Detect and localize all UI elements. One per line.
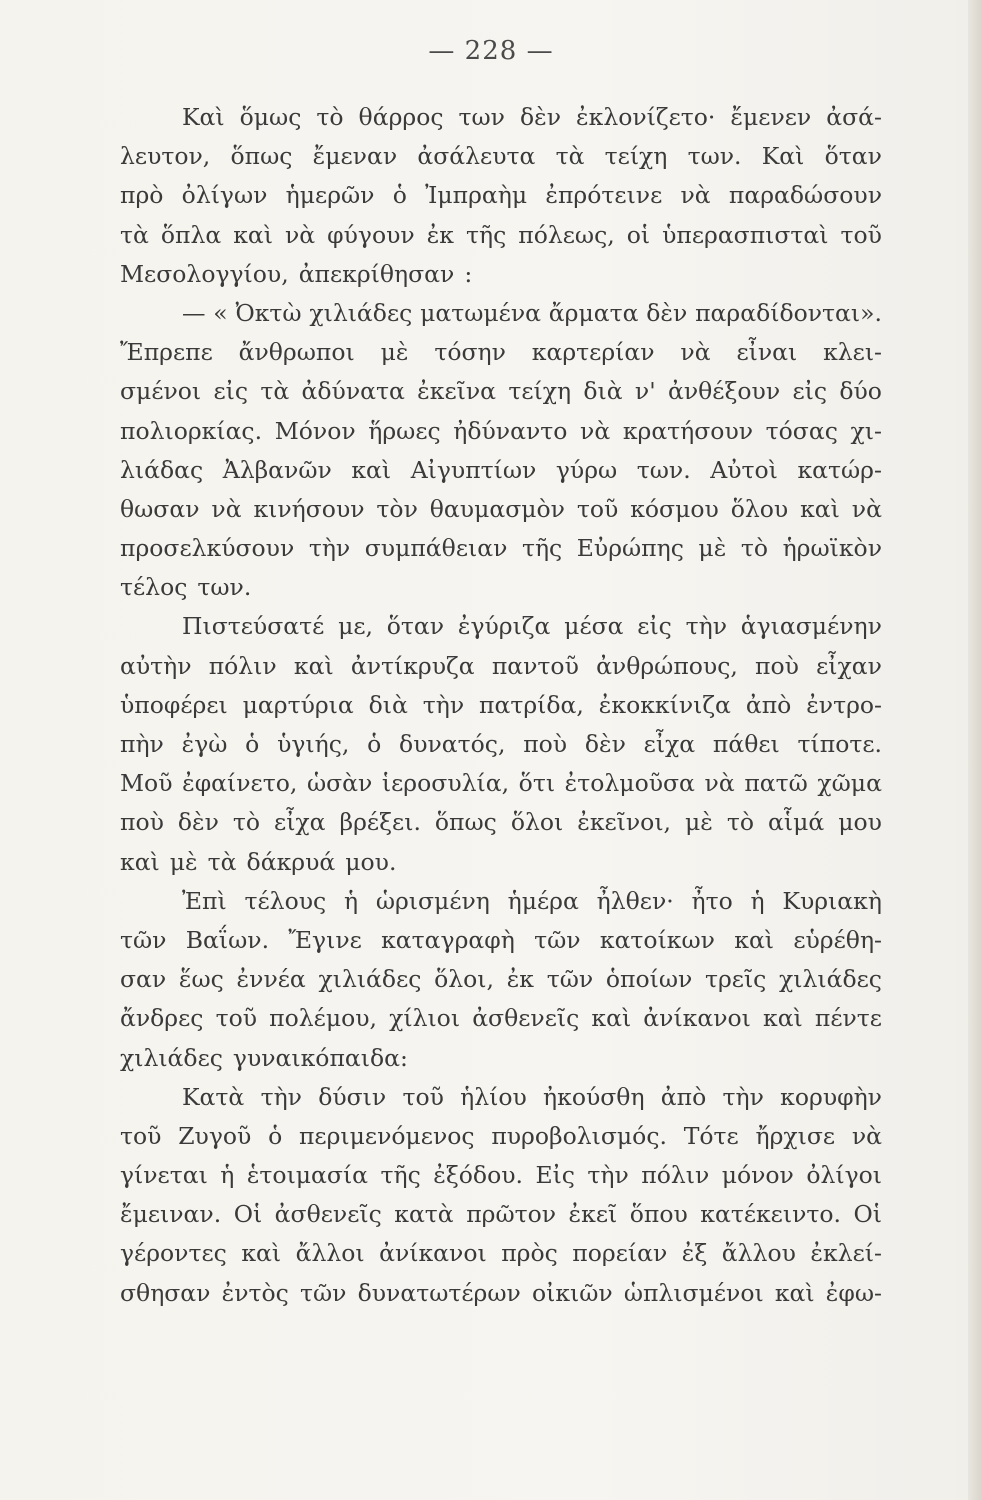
word: κατέκειντο. [700, 1200, 841, 1229]
word: πολέμου, [269, 1004, 377, 1033]
word: Αἰγυπτίων [410, 455, 537, 484]
word: νὰ [211, 494, 242, 523]
word: των. [636, 455, 691, 484]
word: πατρίδα, [479, 690, 584, 719]
page-binding-edge [968, 0, 982, 1500]
word: νὰ [285, 220, 316, 249]
word: τόσην [434, 338, 506, 367]
word: ὁ [367, 730, 382, 758]
word: Εὐρώπης [576, 534, 684, 563]
word: τῶν [534, 925, 581, 954]
word: ἐκλονίζετο· [576, 103, 716, 131]
word: τῶν [546, 965, 594, 994]
word: τῆς [466, 220, 507, 249]
word: ὅπως [434, 808, 497, 837]
word: διὰ [583, 377, 623, 406]
word: χιλιάδες [318, 965, 422, 994]
word: ὁ [268, 1121, 283, 1150]
word: λιάδας [120, 455, 204, 484]
word: ὀλίγων [181, 181, 268, 210]
text-line [120, 607, 882, 646]
word: σμένοι [120, 377, 202, 406]
word: ἀνθέξουν [667, 377, 781, 406]
word: ἄνθρωποι [238, 338, 355, 367]
word: τὸ [316, 103, 344, 131]
word: θαυμασμὸν [429, 494, 565, 523]
word: μαρτύρια [242, 690, 354, 719]
word: νὰ [851, 1121, 882, 1150]
word: πολιορκίας. [120, 416, 263, 445]
word: δὲν [646, 298, 688, 327]
word: ποὺ [755, 651, 799, 680]
text-line [120, 686, 882, 725]
word: ἐπρότεινε [545, 181, 663, 210]
word: κόσμου [630, 494, 719, 523]
word: μέσα [564, 612, 624, 641]
text-line [120, 1156, 882, 1195]
word: κινήσουν [253, 494, 365, 523]
word: ἀπὸ [745, 690, 792, 719]
word: νὰ [680, 338, 711, 367]
word: τῆς [521, 534, 563, 563]
word: ἱεροσυλία, [381, 769, 510, 798]
word: ἕως [178, 965, 224, 994]
word: δυνατωτέρων [357, 1278, 521, 1307]
word: τείχη [604, 142, 668, 171]
word: ὡσὰν [306, 769, 373, 798]
word: κατώρ- [797, 455, 882, 484]
text-line [120, 216, 882, 255]
word: πατῶ [744, 769, 808, 798]
word: σθησαν [120, 1278, 211, 1307]
word: ὁποίων [605, 965, 693, 994]
word: ἡ [343, 886, 359, 915]
word: θάρρος [358, 103, 444, 131]
word: πόλεως, [518, 220, 615, 249]
word: τόσας [765, 416, 838, 445]
word: Τότε [683, 1121, 739, 1150]
word: ἀνίκανοι [379, 1239, 487, 1268]
text-line [120, 647, 882, 686]
word: χι- [850, 416, 882, 445]
word: ἡ [220, 1161, 235, 1190]
word: Αὐτοὶ [710, 455, 778, 484]
word: ἄνδρες [120, 1004, 204, 1033]
word: ἀσάλευτα [417, 142, 536, 171]
word: ἀντίκρυζα [350, 651, 475, 680]
word: τὰ [120, 220, 149, 249]
word: τὰ [555, 142, 585, 171]
word: φύγουν [327, 220, 415, 249]
word: ὅταν [386, 612, 445, 641]
word: ὅλου [730, 494, 789, 523]
word: τῶν [120, 925, 167, 954]
word: περιμενόμενος [298, 1121, 475, 1150]
word: κρατήσουν [622, 416, 754, 445]
text-line [120, 1117, 882, 1156]
word: των. [197, 573, 252, 602]
word: εἰς [792, 377, 827, 406]
text-line [120, 333, 882, 372]
word: ποὺ [523, 730, 568, 758]
word: δὲν [584, 730, 626, 758]
word: ἐννέα [236, 965, 306, 994]
word: ἁγιασμένην [740, 612, 882, 641]
word: οἰκιῶν [531, 1278, 613, 1307]
word: λευτον, [120, 142, 211, 171]
word: — [182, 298, 206, 327]
word: κατὰ [394, 1200, 454, 1229]
word: δυνατός, [399, 730, 506, 758]
word: νὰ [851, 494, 882, 523]
word: νὰ [580, 416, 611, 445]
word: ἐγύριζα [457, 612, 551, 641]
word: Οἱ [233, 1200, 263, 1229]
word: ἐκ [426, 220, 454, 249]
word: τέλος [120, 573, 188, 602]
text-line [120, 568, 882, 607]
text-line [120, 725, 882, 764]
word: ἀσθενεῖς [472, 1004, 580, 1033]
word: ὡρισμένη [375, 886, 490, 915]
body-text [120, 98, 882, 1313]
word: ἄρματα [548, 298, 639, 327]
word: ἡμέρα [507, 886, 579, 915]
text-line [120, 412, 882, 451]
word: χιλιάδες [779, 965, 882, 994]
text-line [120, 1195, 882, 1234]
word: ἐκεῖνοι, [577, 808, 672, 837]
word: καταγραφὴ [381, 925, 515, 954]
word: ἤρχισε [755, 1121, 836, 1150]
word: μὲ [380, 338, 409, 367]
word: ἀνίκανοι [643, 1004, 751, 1033]
word: ἀσά- [826, 103, 882, 131]
text-line [120, 490, 882, 529]
text-line [120, 803, 882, 842]
word: πὴν [120, 730, 164, 758]
word: καὶ [120, 847, 160, 876]
word: γύρω [555, 455, 618, 484]
word: καρτερίαν [531, 338, 655, 367]
word: δάκρυά [246, 847, 336, 876]
word: ἔμεναν [312, 142, 398, 171]
word: νὰ [704, 769, 735, 798]
word: νὰ [680, 181, 711, 210]
word: γέροντες [120, 1239, 227, 1268]
word: εἶχα [643, 730, 696, 758]
word: ὅπλα [160, 220, 222, 249]
word: μὲ [169, 847, 198, 876]
word: ἦλθεν· [596, 886, 674, 915]
word: πόλιν [208, 651, 277, 680]
word: ἐφαίνετο, [182, 769, 298, 798]
text-line [120, 999, 882, 1038]
word: κορυφὴν [780, 1082, 882, 1111]
text-line [120, 1039, 882, 1078]
word: πορείαν [572, 1239, 668, 1268]
word: Ἔγινε [288, 925, 362, 954]
word: ὅλοι, [434, 965, 494, 994]
text-line [120, 294, 882, 333]
word: ὅπως [230, 142, 293, 171]
word: ἐφω- [825, 1278, 882, 1307]
word: μου. [345, 847, 397, 876]
word: Βαΐων. [185, 925, 270, 954]
word: τοῦ [215, 1004, 258, 1033]
word: γίνεται [120, 1161, 208, 1190]
word: παραδώσουν [728, 181, 882, 210]
word: ἀδύνατα [301, 377, 405, 406]
word: γυναικόπαιδα: [232, 1043, 408, 1072]
word: Κατὰ [182, 1082, 245, 1111]
text-line [120, 843, 882, 882]
word: μὲ [698, 534, 727, 563]
word: ἠδύναντο [453, 416, 568, 445]
word: « [213, 298, 228, 327]
word: τὸ [232, 808, 261, 837]
word: ὅταν [824, 142, 882, 171]
word: δύσιν [318, 1082, 387, 1111]
word: καὶ [233, 220, 274, 249]
word: ἑτοιμασία [246, 1161, 369, 1190]
word: ἦτο [691, 886, 733, 915]
word: πρὸ [120, 181, 164, 210]
word: Ζυγοῦ [178, 1121, 252, 1150]
word: εἰς [637, 612, 672, 641]
word: τὴν [260, 1082, 302, 1111]
word: Μοῦ [120, 769, 173, 798]
word: βρέξει. [339, 808, 421, 837]
word: ἔμενεν [730, 103, 812, 131]
word: ὁ [392, 181, 407, 210]
word: αἷμά [768, 808, 825, 837]
word: ἀπεκρίθησαν [298, 259, 455, 288]
word: κατοίκων [599, 925, 715, 954]
word: τρεῖς [704, 965, 767, 994]
word: καὶ [591, 1004, 632, 1033]
word: θωσαν [120, 494, 200, 523]
text-line [120, 176, 882, 215]
word: Ἰμπραὴμ [425, 181, 528, 210]
word: ἐγὼ [181, 730, 228, 758]
word: ὀλίγοι [806, 1161, 882, 1190]
word: χίλιοι [389, 1004, 461, 1033]
word: Μόνον [274, 416, 356, 445]
word: ἡ [750, 886, 765, 915]
word: ἠκούσθη [543, 1082, 645, 1111]
text-line [120, 529, 882, 568]
word: Οἱ [853, 1200, 882, 1229]
word: τὰ [207, 847, 237, 876]
word: καὶ [351, 455, 392, 484]
word: τοῦ [576, 494, 619, 523]
word: τὴν [685, 612, 727, 641]
word: ἐτολμοῦσα [564, 769, 695, 798]
text-line [120, 1078, 882, 1117]
word: ἡμερῶν [285, 181, 375, 210]
word: Εἰς [535, 1161, 575, 1190]
word: καὶ [241, 1239, 282, 1268]
word: ἐκλεί- [810, 1239, 882, 1268]
word: τοῦ [402, 1082, 444, 1111]
word: ὅμως [239, 103, 302, 131]
word: : [464, 259, 473, 288]
word: ἐκοκκίνιζα [598, 690, 731, 719]
word: προσελκύσουν [120, 534, 295, 563]
word: ὑγιής, [277, 730, 350, 758]
word: ὅπου [629, 1200, 688, 1229]
word: τοῦ [840, 220, 882, 249]
word: σαν [120, 965, 167, 994]
word: τείχη [508, 377, 572, 406]
word: χιλιάδες [309, 298, 413, 327]
word: ματωμένα [420, 298, 541, 327]
word: παραδίδονται». [695, 298, 882, 327]
word: τῶν [300, 1278, 347, 1307]
word: των. [687, 142, 742, 171]
word: κλει- [823, 338, 882, 367]
word: εἰς [213, 377, 249, 406]
word: Καὶ [761, 142, 805, 171]
word: Πιστεύσατέ [182, 612, 325, 641]
text-line [120, 255, 882, 294]
word: τίποτε. [797, 730, 882, 758]
word: ἐκεῖνα [417, 377, 497, 406]
word: ὑπερασπισταὶ [662, 220, 829, 249]
word: τέλους [244, 886, 327, 915]
word: πόλιν [641, 1161, 710, 1190]
word: Κυριακὴ [782, 886, 882, 915]
text-line [120, 1274, 882, 1313]
word: παντοῦ [491, 651, 579, 680]
text-line [120, 98, 882, 137]
word: συμπάθειαν [364, 534, 508, 563]
word: ἐκ [506, 965, 534, 994]
word: δὲν [177, 808, 219, 837]
word: εἶναι [736, 338, 798, 367]
word: διὰ [368, 690, 408, 719]
word: χῶμα [817, 769, 882, 798]
word: τὴν [308, 534, 351, 563]
word: τὴν [722, 1082, 764, 1111]
word: Μεσολογγίου, [120, 259, 289, 288]
word: ν' [634, 377, 656, 406]
word: ἡρωϊκὸν [782, 534, 882, 563]
word: πάθει [712, 730, 780, 758]
word: τοῦ [120, 1121, 162, 1150]
word: τὴν [587, 1161, 629, 1190]
word: πρῶτον [466, 1200, 557, 1229]
word: καὶ [774, 1278, 815, 1307]
text-line [120, 372, 882, 411]
word: Ἀλβανῶν [222, 455, 332, 484]
word: εἶχα [274, 808, 326, 837]
word: δὲν [519, 103, 562, 131]
word: ὅτι [518, 769, 556, 798]
word: ἡλίου [460, 1082, 527, 1111]
word: καὶ [293, 651, 334, 680]
word: πέντε [814, 1004, 882, 1033]
word: ἐκεῖ [568, 1200, 618, 1229]
word: καὶ [800, 494, 840, 523]
word: ἀπὸ [660, 1082, 707, 1111]
text-line [120, 882, 882, 921]
word: ἀσθενεῖς [274, 1200, 382, 1229]
word: τὴν [422, 690, 465, 719]
word: χιλιάδες [120, 1043, 223, 1072]
word: ἐξ [681, 1239, 708, 1268]
word: ἔμειναν. [120, 1200, 222, 1229]
page-number: — 228 — [428, 36, 554, 66]
word: ἐξόδου. [433, 1161, 523, 1190]
text-line [120, 137, 882, 176]
word: ποὺ [120, 808, 164, 837]
word: ἄλλοι [295, 1239, 365, 1268]
word: πρὸς [501, 1239, 558, 1268]
word: τὸ [726, 808, 755, 837]
word: ἐντρο- [806, 690, 882, 719]
word: εἶχαν [816, 651, 882, 680]
text-line [120, 1234, 882, 1273]
word: ὡπλισμένοι [623, 1278, 764, 1307]
word: ἐντὸς [221, 1278, 289, 1307]
word: Ὀκτὼ [235, 298, 302, 327]
word: των [458, 103, 505, 131]
word: αὐτὴν [120, 651, 192, 680]
text-line [120, 921, 882, 960]
text-line [120, 960, 882, 999]
word: τῆς [380, 1161, 421, 1190]
word: ὑποφέρει [120, 690, 228, 719]
word: πυροβολισμός. [491, 1121, 667, 1150]
word: ὁ [245, 730, 260, 758]
word: μὲ [685, 808, 713, 837]
word: μόνον [721, 1161, 794, 1190]
word: τὸν [376, 494, 418, 523]
word: δύο [839, 377, 882, 406]
text-line [120, 764, 882, 803]
word: τὰ [260, 377, 290, 406]
word: οἱ [626, 220, 651, 249]
word: Ἔπρεπε [120, 338, 213, 367]
word: τὸ [740, 534, 769, 563]
word: ἀνθρώπους, [596, 651, 738, 680]
word: καὶ [763, 1004, 803, 1033]
word: εὑρέθη- [793, 925, 882, 954]
word: Ἐπὶ [182, 886, 227, 915]
word: μου [838, 808, 882, 837]
word: Καὶ [182, 103, 225, 131]
word: καὶ [734, 925, 775, 954]
word: ὅλοι [510, 808, 564, 837]
word: με, [338, 612, 373, 641]
word: ἥρωες [368, 416, 441, 445]
word: ἄλλου [721, 1239, 796, 1268]
text-line [120, 451, 882, 490]
